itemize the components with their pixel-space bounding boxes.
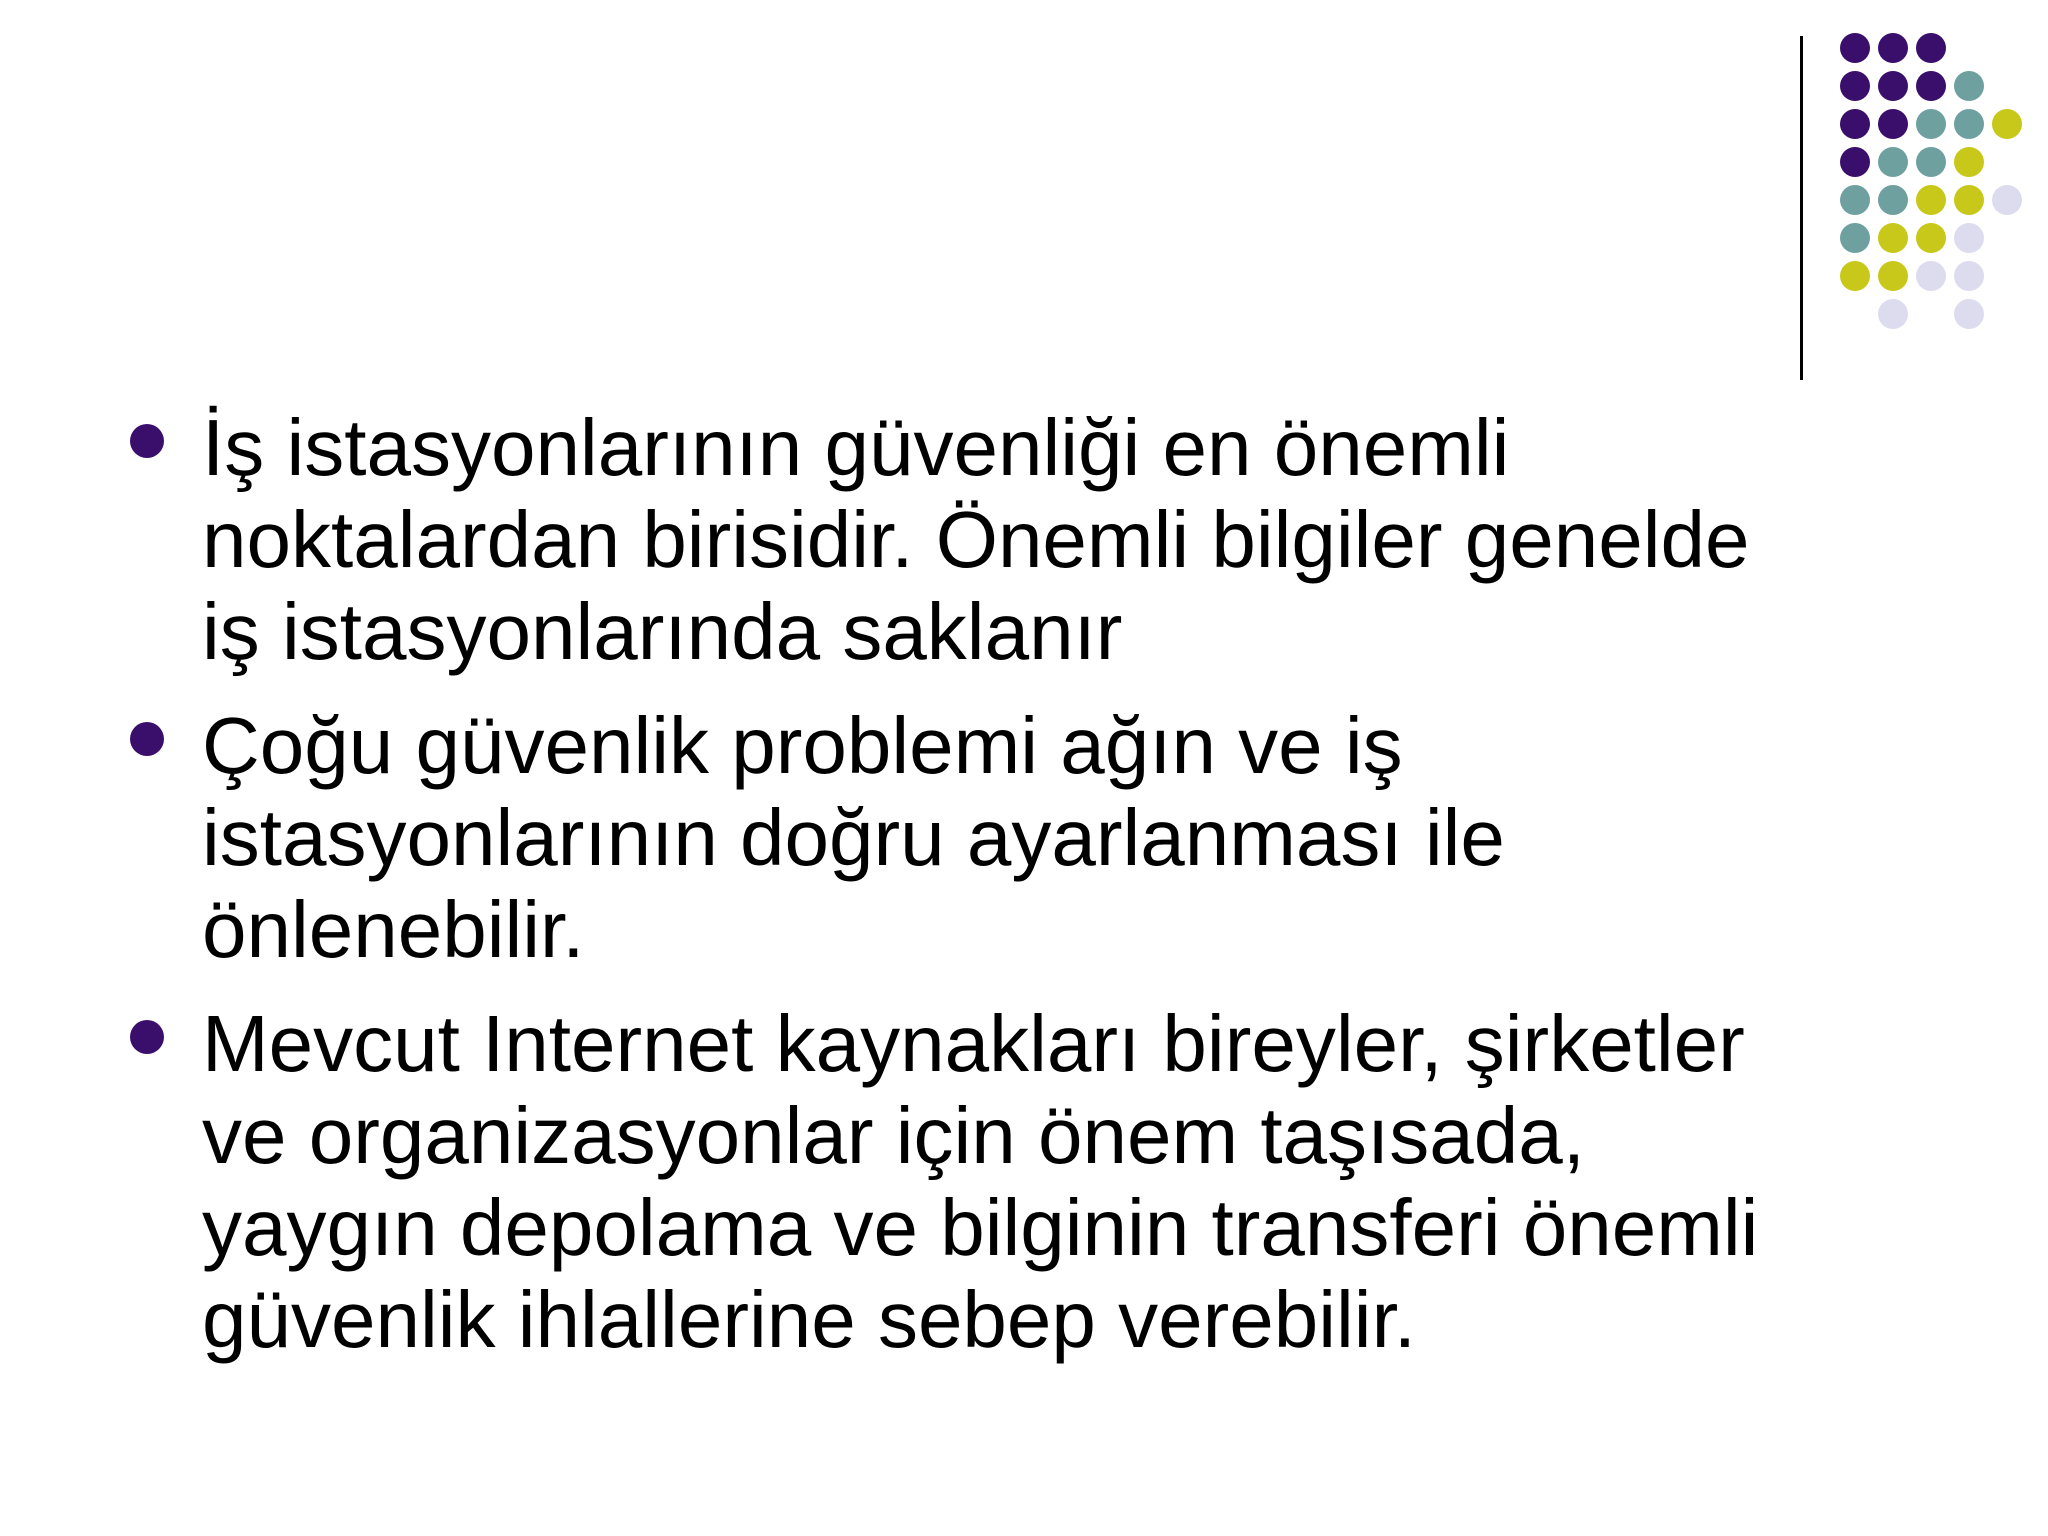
decor-dot [1916, 147, 1946, 177]
decor-dot [1840, 185, 1870, 215]
bullet-item-3 [130, 998, 1930, 1366]
decor-dot [1840, 71, 1870, 101]
decor-dot [1878, 261, 1908, 291]
bullet-dot-icon [130, 1020, 164, 1054]
decor-dot [1954, 109, 1984, 139]
bullet-list [130, 402, 1930, 1388]
decor-dot [1916, 71, 1946, 101]
decor-dot [1840, 109, 1870, 139]
bullet-dot-icon [130, 722, 164, 756]
vertical-divider-line [1800, 36, 1803, 380]
decor-dot [1954, 185, 1984, 215]
decor-dot [1878, 185, 1908, 215]
decor-dot [1954, 299, 1984, 329]
decor-dot [1878, 71, 1908, 101]
decor-dot [1878, 147, 1908, 177]
decor-dot [1916, 185, 1946, 215]
decor-dot [1916, 223, 1946, 253]
bullet-text: Mevcut Internet kaynakları bireyler, şirketler ve organizasyonlar için önem taşısada, yaygın depolama ve bilginin transferi önemli güvenlik ihlallerine sebep verebilir. [202, 999, 1759, 1364]
decor-dot [1878, 223, 1908, 253]
decor-dot [1840, 33, 1870, 63]
bullet-item-1 [130, 402, 1930, 678]
decor-dot [1840, 147, 1870, 177]
decor-dot [1916, 261, 1946, 291]
decor-dot [1878, 299, 1908, 329]
decor-dot [1878, 109, 1908, 139]
decor-dot [1992, 185, 2022, 215]
decor-dot [1878, 33, 1908, 63]
bullet-text: Çoğu güvenlik problemi ağın ve iş istasyonlarının doğru ayarlanması ile önlenebilir. [202, 701, 1505, 974]
decor-dot [1954, 71, 1984, 101]
bullet-item-2 [130, 700, 1930, 976]
decor-dot [1954, 223, 1984, 253]
decor-dot [1840, 261, 1870, 291]
decor-dot [1992, 109, 2022, 139]
decor-dot [1916, 33, 1946, 63]
decor-dot [1954, 147, 1984, 177]
bullet-dot-icon [130, 424, 164, 458]
decor-dot [1954, 261, 1984, 291]
decor-dot [1916, 109, 1946, 139]
decor-dot [1840, 223, 1870, 253]
bullet-text: İş istasyonlarının güvenliği en önemli noktalardan birisidir. Önemli bilgiler genelde iş istasyonlarında saklanır [202, 403, 1750, 676]
